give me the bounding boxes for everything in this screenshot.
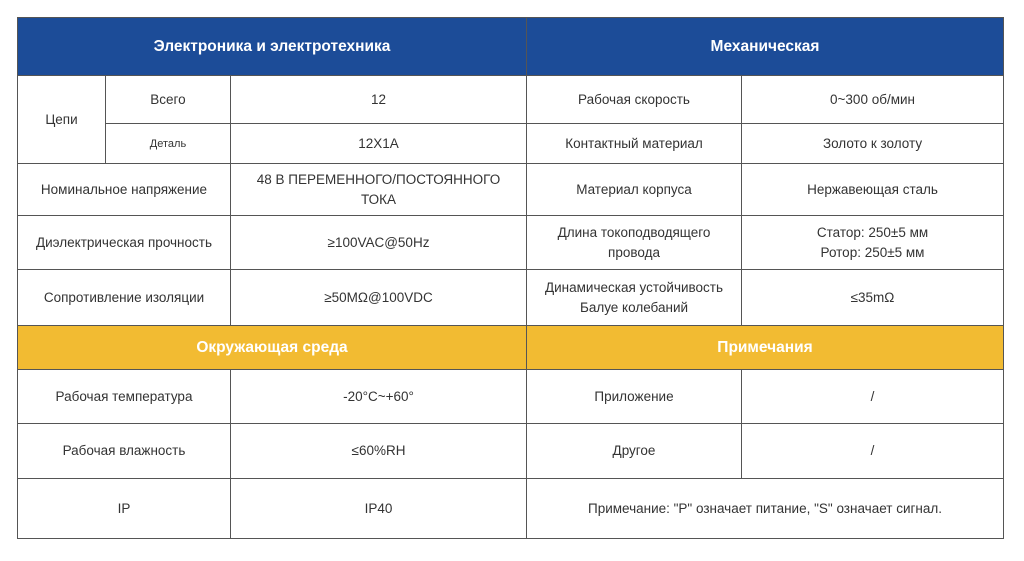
housing-label: Материал корпуса xyxy=(527,164,742,216)
total-value: 12 xyxy=(231,76,527,124)
other-value: / xyxy=(742,424,1004,479)
lead-length-stator: Статор: 250±5 мм xyxy=(816,224,929,240)
lead-length-value xyxy=(742,216,1004,270)
header-environment: Окружающая среда xyxy=(18,326,527,370)
spec-table xyxy=(17,17,1004,539)
voltage-value-line2: ТОКА xyxy=(360,191,396,207)
voltage-value xyxy=(231,164,527,216)
application-value: / xyxy=(742,370,1004,424)
application-label: Приложение xyxy=(527,370,742,424)
ip-value: IP40 xyxy=(231,479,527,539)
header-electronics: Электроника и электротехника xyxy=(18,18,527,76)
temperature-label: Рабочая температура xyxy=(18,370,231,424)
total-label: Всего xyxy=(106,76,231,124)
ip-label: IP xyxy=(18,479,231,539)
insulation-label: Сопротивление изоляции xyxy=(18,270,231,326)
lead-length-label xyxy=(527,216,742,270)
header-notes: Примечания xyxy=(527,326,1004,370)
dynamic-stability-label-line1: Динамическая устойчивость xyxy=(544,279,724,295)
lead-length-label-line2: провода xyxy=(608,244,660,260)
lead-length-label-line1: Длина токоподводящего xyxy=(557,224,711,240)
speed-value: 0~300 об/мин xyxy=(742,76,1004,124)
dynamic-stability-label-line2: Балуе колебаний xyxy=(579,299,689,315)
contact-label: Контактный материал xyxy=(527,124,742,164)
circuits-label: Цепи xyxy=(18,76,106,164)
speed-label: Рабочая скорость xyxy=(527,76,742,124)
other-label: Другое xyxy=(527,424,742,479)
contact-value: Золото к золоту xyxy=(742,124,1004,164)
lead-length-rotor: Ротор: 250±5 мм xyxy=(820,244,925,260)
header-mechanical: Механическая xyxy=(527,18,1004,76)
housing-value: Нержавеющая сталь xyxy=(742,164,1004,216)
dielectric-value: ≥100VAC@50Hz xyxy=(231,216,527,270)
dynamic-stability-value: ≤35mΩ xyxy=(742,270,1004,326)
voltage-value-line1: 48 В ПЕРЕМЕННОГО/ПОСТОЯННОГО xyxy=(256,171,501,187)
temperature-value: -20°C~+60° xyxy=(231,370,527,424)
humidity-value: ≤60%RH xyxy=(231,424,527,479)
remark-note: Примечание: "P" означает питание, "S" означает сигнал. xyxy=(527,479,1004,539)
humidity-label: Рабочая влажность xyxy=(18,424,231,479)
insulation-value: ≥50MΩ@100VDC xyxy=(231,270,527,326)
detail-label: Деталь xyxy=(106,124,231,164)
dielectric-label: Диэлектрическая прочность xyxy=(18,216,231,270)
detail-value: 12X1A xyxy=(231,124,527,164)
voltage-label: Номинальное напряжение xyxy=(18,164,231,216)
dynamic-stability-label xyxy=(527,270,742,326)
